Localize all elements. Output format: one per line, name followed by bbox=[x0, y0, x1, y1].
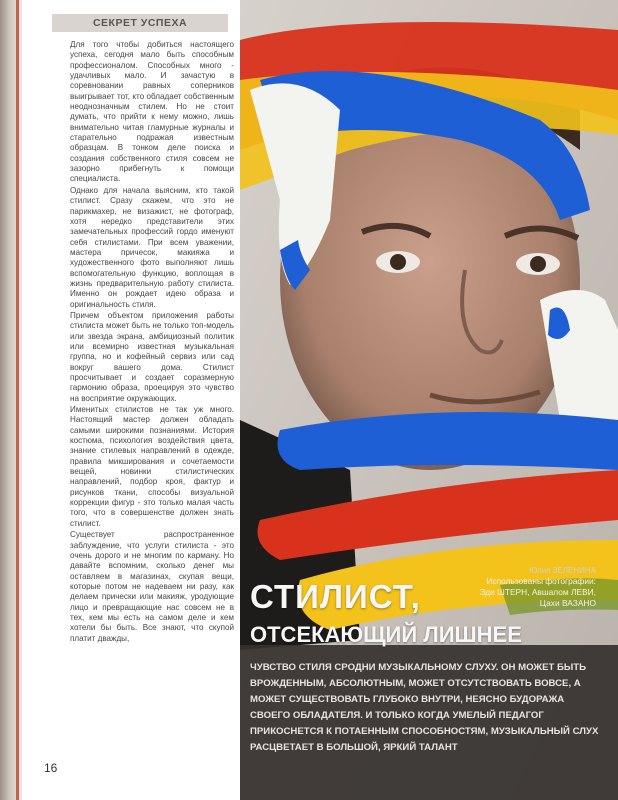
headline-line-1: СТИЛИСТ, bbox=[250, 578, 421, 615]
article-paragraph: Причем объектом приложения работы стилиста может быть не только топ-модель или звезда экрана, амбициозный политик или всемирно известная музыкальная группа, но и кофейный сервиз или сад вокруг вашего дома. Стилист просчитывает и создает соразмерную гармонию образа, проецируя это чувство на восприятие окружающих. bbox=[70, 310, 234, 403]
photos-label: Использованы фотографии: bbox=[486, 576, 596, 586]
section-label: СЕКРЕТ УСПЕХА bbox=[52, 14, 228, 32]
photographers-line: Цахи ВАЗАНО bbox=[539, 598, 596, 608]
photo-credits bbox=[480, 565, 596, 609]
photographers-line: Эди ШТЕРН, Авшалом ЛЕВИ, bbox=[479, 587, 596, 597]
article-paragraph: Однако для начала выясним, кто такой стилист. Сразу скажем, что это не парикмахер, не визажист, не фотограф, хотя нередко представители этих замечательных профессий гордо именуют себя стилистами. При всем уважении, мастера причесок, макияжа и художественного фото выполняют лишь вспомогательную функцию, воплощая в жизнь предварительную работу стилиста. Именно он рождает идею образа и оригинальность стиля. bbox=[70, 185, 234, 309]
hero-photo bbox=[240, 0, 618, 800]
page-number: 16 bbox=[44, 761, 58, 775]
author-name: Юлия ЗЕЛЕНИНА bbox=[529, 566, 596, 575]
lead-paragraph: ЧУВСТВО СТИЛЯ СРОДНИ МУЗЫКАЛЬНОМУ СЛУХУ. ОН МОЖЕТ БЫТЬ ВРОЖДЕННЫМ, АБСОЛЮТНЫМ, МОЖЕТ ОТСУТСТВОВАТЬ ВОВСЕ, А МОЖЕТ СУЩЕСТВОВАТЬ ГЛУБОКО ВНУТРИ, НЕЯСНО БУДОРАЖА СВОЕГО ОБЛАДАТЕЛЯ. И ТОЛЬКО КОГДА УМЕЛЫЙ ПЕДАГОГ ПРИКОСНЕТСЯ К ПОТАЕННЫМ СПОСОБНОСТЯМ, МУЗЫКАЛЬНЫЙ СЛУХ РАСЦВЕТАЕТ В БОЛЬШОЙ, ЯРКИЙ ТАЛАНТ bbox=[250, 662, 599, 753]
article-paragraph: Для того чтобы добиться настоящего успеха, сегодня мало быть способным профессионалом. Способных много - удачливых мало. И зачастую в соревновании равных соперников выигрывает тот, кто обладает собственным неоднозначным стилем. Но не стоит думать, что прийти к нему можно, лишь внимательно читая гламурные журналы и старательно подражая известным образцам. В тонком деле поиска и создания собственного стиля совсем не зазорно прибегнуть к помощи специалиста. bbox=[70, 40, 234, 184]
headline-line-2: ОТСЕКАЮЩИЙ ЛИШНЕЕ bbox=[250, 622, 522, 647]
article-paragraph: Именитых стилистов не так уж много. Настоящий мастер должен обладать самыми широкими познаниями. История костюма, психология воздействия цвета, знание стилевых направлений в одежде, правила микширования и сочетаемости вещей, новинки стилистических направлений, подбор кроя, фактур и рисунков ткани, способы визуальной коррекции фигур - это только малая часть того, что в совершенстве должен знать стилист. bbox=[70, 405, 234, 528]
article-body bbox=[70, 40, 234, 760]
article-paragraph: Существует распространенное заблуждение, что услуги стилиста - это очень дорого и не многим по карману. Но давайте вспомним, сколько денег мы оставляем в магазинах, скупая вещи, которые потом не надеваем ни разу, как делаем прически или макияж, уродующие лицо и превращающие нас совсем не в тех, кем мы есть на самом деле и кем хотели бы быть. Все знают, что скупой платит дважды, bbox=[70, 530, 234, 643]
spine-accent-line bbox=[16, 0, 19, 800]
